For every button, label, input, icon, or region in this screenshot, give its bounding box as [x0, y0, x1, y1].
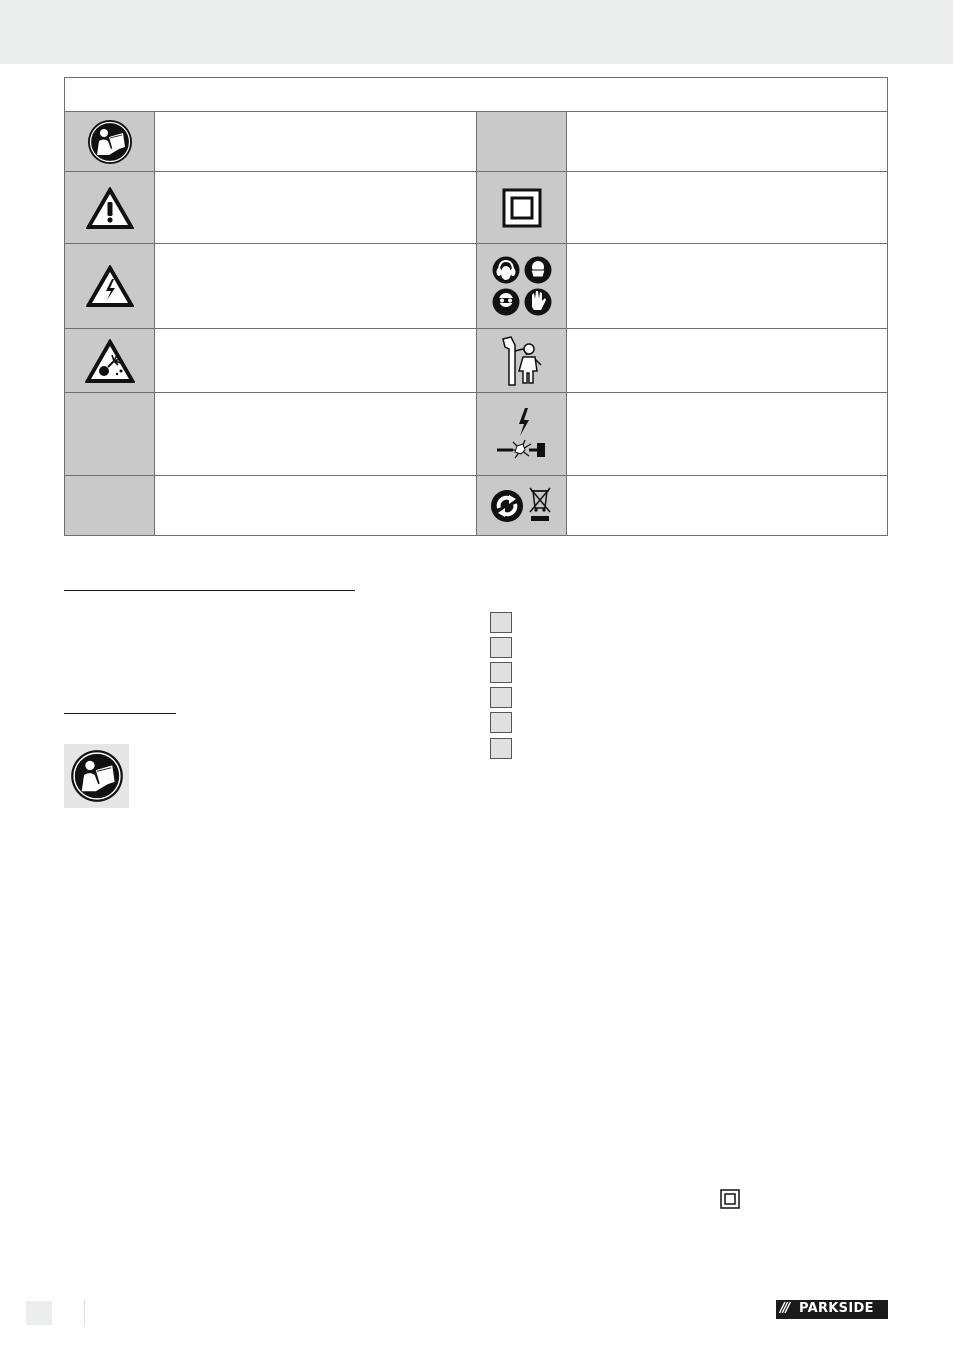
brand-logo-text: PARKSIDE	[799, 1301, 874, 1316]
electric-shock-warning-icon	[65, 244, 155, 329]
brand-logo	[776, 1300, 888, 1319]
symbol-description	[155, 244, 477, 329]
read-manual-icon	[70, 749, 124, 803]
item-number-box	[490, 738, 512, 759]
table-row	[65, 172, 888, 244]
warning-triangle-icon	[65, 172, 155, 244]
symbol-description	[155, 172, 477, 244]
symbol-description	[567, 244, 888, 329]
read-manual-box	[64, 744, 129, 808]
empty-icon-cell	[65, 476, 155, 536]
damaged-cable-warning-icon	[477, 393, 567, 476]
page-number-box	[26, 1301, 52, 1325]
explosion-warning-icon	[65, 329, 155, 393]
protection-class-ii-icon	[720, 1189, 740, 1209]
symbols-table-title	[65, 78, 888, 112]
footer-divider	[84, 1300, 85, 1326]
brand-logo-slashes: ///	[780, 1301, 789, 1316]
table-row	[65, 329, 888, 393]
symbol-description	[567, 393, 888, 476]
read-manual-icon	[65, 112, 155, 172]
item-number-box	[490, 687, 512, 708]
subsection-heading-underline	[64, 713, 176, 714]
symbol-description	[155, 112, 477, 172]
table-row	[65, 244, 888, 329]
symbols-table	[64, 77, 888, 536]
page-header-band	[0, 0, 953, 64]
symbol-description	[155, 329, 477, 393]
protection-class-ii-icon	[477, 172, 567, 244]
item-number-box	[490, 637, 512, 658]
item-number-box	[490, 612, 512, 633]
personal-protective-equipment-icon	[477, 244, 567, 329]
symbol-description	[567, 112, 888, 172]
table-row	[65, 112, 888, 172]
section-heading-underline	[64, 590, 355, 591]
keep-children-away-icon	[477, 329, 567, 393]
item-number-box	[490, 662, 512, 683]
empty-icon-cell	[477, 112, 567, 172]
symbol-description	[155, 393, 477, 476]
symbols-table-title-row	[65, 78, 888, 112]
symbol-description	[567, 329, 888, 393]
table-row	[65, 393, 888, 476]
item-number-box	[490, 712, 512, 733]
symbol-description	[567, 172, 888, 244]
table-row	[65, 476, 888, 536]
symbol-description	[155, 476, 477, 536]
recycling-disposal-icon	[477, 476, 567, 536]
empty-icon-cell	[65, 393, 155, 476]
symbol-description	[567, 476, 888, 536]
